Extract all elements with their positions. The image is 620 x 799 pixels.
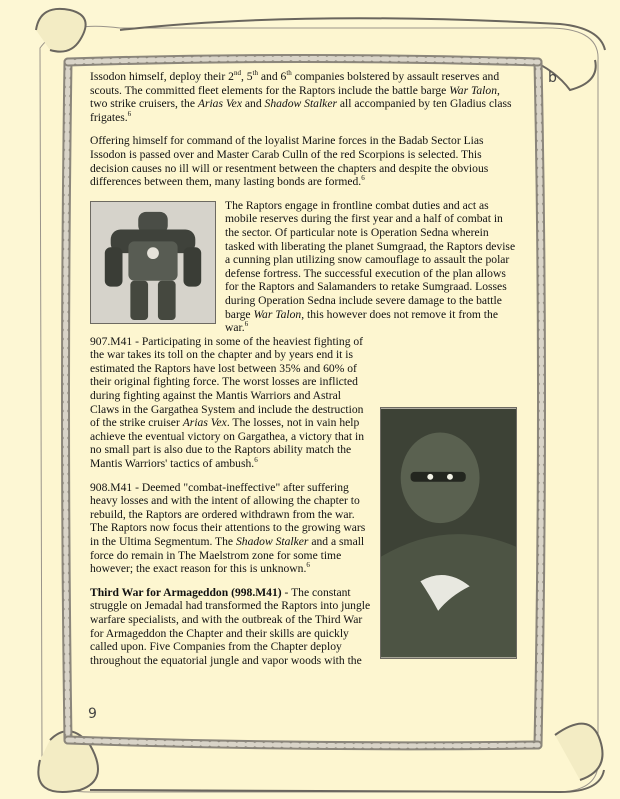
- footnote-ref: 6: [306, 561, 310, 570]
- scroll-mark-bottom: 9: [88, 706, 97, 722]
- space-marine-portrait-icon: [381, 408, 516, 658]
- text-run: , 5: [240, 70, 253, 83]
- ship-name: War Talon: [449, 83, 497, 97]
- ship-name: Arias Vex: [197, 97, 242, 111]
- space-marine-portrait-image: [380, 407, 517, 659]
- text-run: . The losses, not in vain help achieve the eventual victory on Gargathea, a victory that in no small part is also due to the Raptors ability match the Mantis Warriors' tactics of ambush.: [90, 416, 365, 471]
- ordinal-suffix: nd: [233, 69, 241, 78]
- footnote-ref: 6: [244, 320, 249, 329]
- ship-name: Arias Vex: [182, 416, 227, 430]
- scroll-mark-top: b: [548, 70, 557, 86]
- ordinal-suffix: th: [286, 69, 292, 78]
- ordinal-suffix: th: [252, 69, 258, 78]
- text-run: Issodon himself, deploy their 2: [90, 70, 234, 83]
- text-run: - The constant struggle on Jemadal had transformed the Raptors into jungle warfare specialists, and with the outbreak of the Third War for Armageddon the Chapter and their skills are quickly called upon. Five Companies from the Chapter deploy throughout the equatorial jungle and vapor woods with the: [90, 585, 371, 667]
- ship-name: Shadow Stalker: [235, 535, 309, 548]
- space-marine-figure-image: [90, 201, 216, 324]
- article-body: [90, 70, 517, 677]
- text-run: and: [241, 97, 265, 111]
- text-run: The Raptors engage in frontline combat duties and act as mobile reserves during the first year and a half of combat in the sector. Of particular note is Operation Sedna wherein tasked with liberating the planet Sumgraad, the Raptors devise a cunning plan utilizing snow camouflage to assault the polar defense fortress. The successful execution of the plan allows for the Raptors and Salamanders to retake Sumgraad. Losses during Operation Sedna include severe damage to the battle barge: [225, 198, 516, 321]
- text-run: 908.M41 - Deemed "combat-ineffective" after suffering heavy losses and with the intent of allowing the chapter to rebuild, the Raptors are ordered withdrawn from the war. The Raptors now focus their attentions to the growing wars in the Ultima Segmentum. The: [90, 480, 366, 548]
- section-heading: Third War for Armageddon (998.M41): [90, 585, 282, 599]
- text-run: , this however does not remove it from the war.: [225, 307, 498, 335]
- paragraph-2: [90, 134, 517, 188]
- text-run: 907.M41 - Participating in some of the heaviest fighting of the war takes its toll on the chapter and by years end it is estimated the Raptors have lost between 35% and 60% of their original fighting force. The worst losses are inflicted during fighting against the Mantis Warriors and Astral Claws in the Gargathea System and include the destruction of the strike cruiser: [90, 334, 364, 430]
- footnote-ref: 6: [127, 109, 132, 118]
- text-run: , two strike cruisers, the: [90, 83, 500, 111]
- text-run: and 6: [257, 70, 287, 83]
- ship-name: Shadow Stalker: [264, 97, 337, 111]
- ship-name: War Talon: [253, 307, 302, 321]
- space-marine-figure-icon: [91, 202, 215, 323]
- text-run: and a small force do remain in The Maelstrom zone for some time however; the exact reason for this is unknown.: [90, 535, 365, 576]
- footnote-ref: 6: [254, 456, 258, 465]
- text-run: companies bolstered by assault reserves and scouts. The committed fleet elements for the Raptors include the battle barge: [90, 70, 500, 97]
- text-run: Offering himself for command of the loyalist Marine forces in the Badab Sector Lias Issodon is passed over and Master Carab Culln of the red Scorpions is selected. This decision causes no ill will or resentment between the chapters and despite the obvious differences between them, many lasting bonds are formed.: [90, 134, 489, 189]
- footnote-ref: 6: [361, 174, 365, 183]
- text-run: all accompanied by ten Gladius class frigates.: [90, 97, 512, 124]
- paragraph-1: [90, 70, 517, 124]
